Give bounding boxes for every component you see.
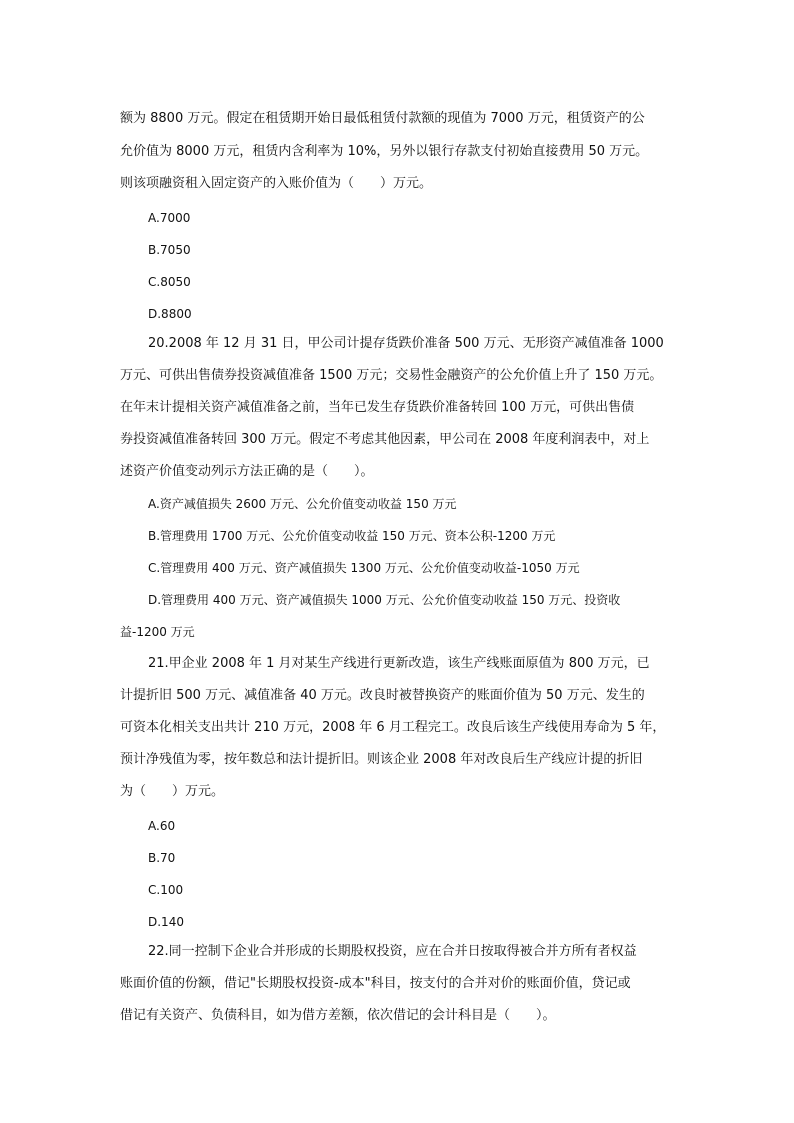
question-text-line: 券投资减值准备转回 300 万元。假定不考虑其他因素，甲公司在 2008 年度利润表中，对上 (120, 432, 650, 447)
question-text-line: 借记有关资产、负债科目，如为借方差额，依次借记的会计科目是（ ）。 (120, 1008, 556, 1023)
question-text-line: 为（ ）万元。 (120, 784, 225, 799)
question-20-text: 20.2008 年 12 月 31 日，甲公司计提存货跌价准备 500 万元、无形资产减值准备 1000 (148, 336, 664, 351)
question-text-line: 万元、可供出售债券投资减值准备 1500 万元；交易性金融资产的公允价值上升了 150 万元。 (120, 368, 663, 383)
question-text-line: 账面价值的份额，借记"长期股权投资-成本"科目，按支付的合并对价的账面价值，贷记或 (120, 976, 631, 991)
question-text-line: 述资产价值变动列示方法正确的是（ ）。 (120, 464, 374, 479)
question-text-line: 在年末计提相关资产减值准备之前，当年已发生存货跌价准备转回 100 万元，可供出售债 (120, 400, 635, 415)
answer-option-a: A.60 (148, 819, 176, 833)
question-text-line: 预计净残值为零，按年数总和法计提折旧。则该企业 2008 年对改良后生产线应计提的折旧 (120, 752, 643, 767)
answer-option-c: C.100 (148, 883, 184, 897)
question-22-text: 22.同一控制下企业合并形成的长期股权投资，应在合并日按取得被合并方所有者权益 (148, 944, 637, 959)
question-text-line: 可资本化相关支出共计 210 万元，2008 年 6 月工程完工。改良后该生产线使用寿命为 5 年， (120, 720, 666, 735)
question-text-line: 允价值为 8000 万元，租赁内含利率为 10%，另外以银行存款支付初始直接费用 50 万元。 (120, 144, 649, 159)
answer-option-b: B.70 (148, 851, 176, 865)
question-text-line: 则该项融资租入固定资产的入账价值为（ ）万元。 (120, 176, 433, 191)
question-text-line: 额为 8800 万元。假定在租赁期开始日最低租赁付款额的现值为 7000 万元，租赁资产的公 (120, 111, 645, 126)
answer-option-a: A.资产减值损失 2600 万元、公允价值变动收益 150 万元 (148, 497, 457, 511)
answer-option-d: D.140 (148, 915, 184, 929)
question-21-text: 21.甲企业 2008 年 1 月对某生产线进行更新改造，该生产线账面原值为 800 万元，已 (148, 656, 650, 671)
answer-option-d: D.管理费用 400 万元、资产减值损失 1000 万元、公允价值变动收益 150 万元、投资收 (148, 593, 621, 607)
answer-option-b: B.管理费用 1700 万元、公允价值变动收益 150 万元、资本公积-1200 万元 (148, 529, 556, 543)
answer-option-d-continued: 益-1200 万元 (120, 625, 195, 639)
question-text-line: 计提折旧 500 万元、减值准备 40 万元。改良时被替换资产的账面价值为 50 万元、发生的 (120, 688, 645, 703)
answer-option-c: C.8050 (148, 275, 191, 289)
answer-option-c: C.管理费用 400 万元、资产减值损失 1300 万元、公允价值变动收益-1050 万元 (148, 561, 580, 575)
answer-option-b: B.7050 (148, 243, 191, 257)
answer-option-d: D.8800 (148, 307, 192, 321)
answer-option-a: A.7000 (148, 211, 191, 225)
